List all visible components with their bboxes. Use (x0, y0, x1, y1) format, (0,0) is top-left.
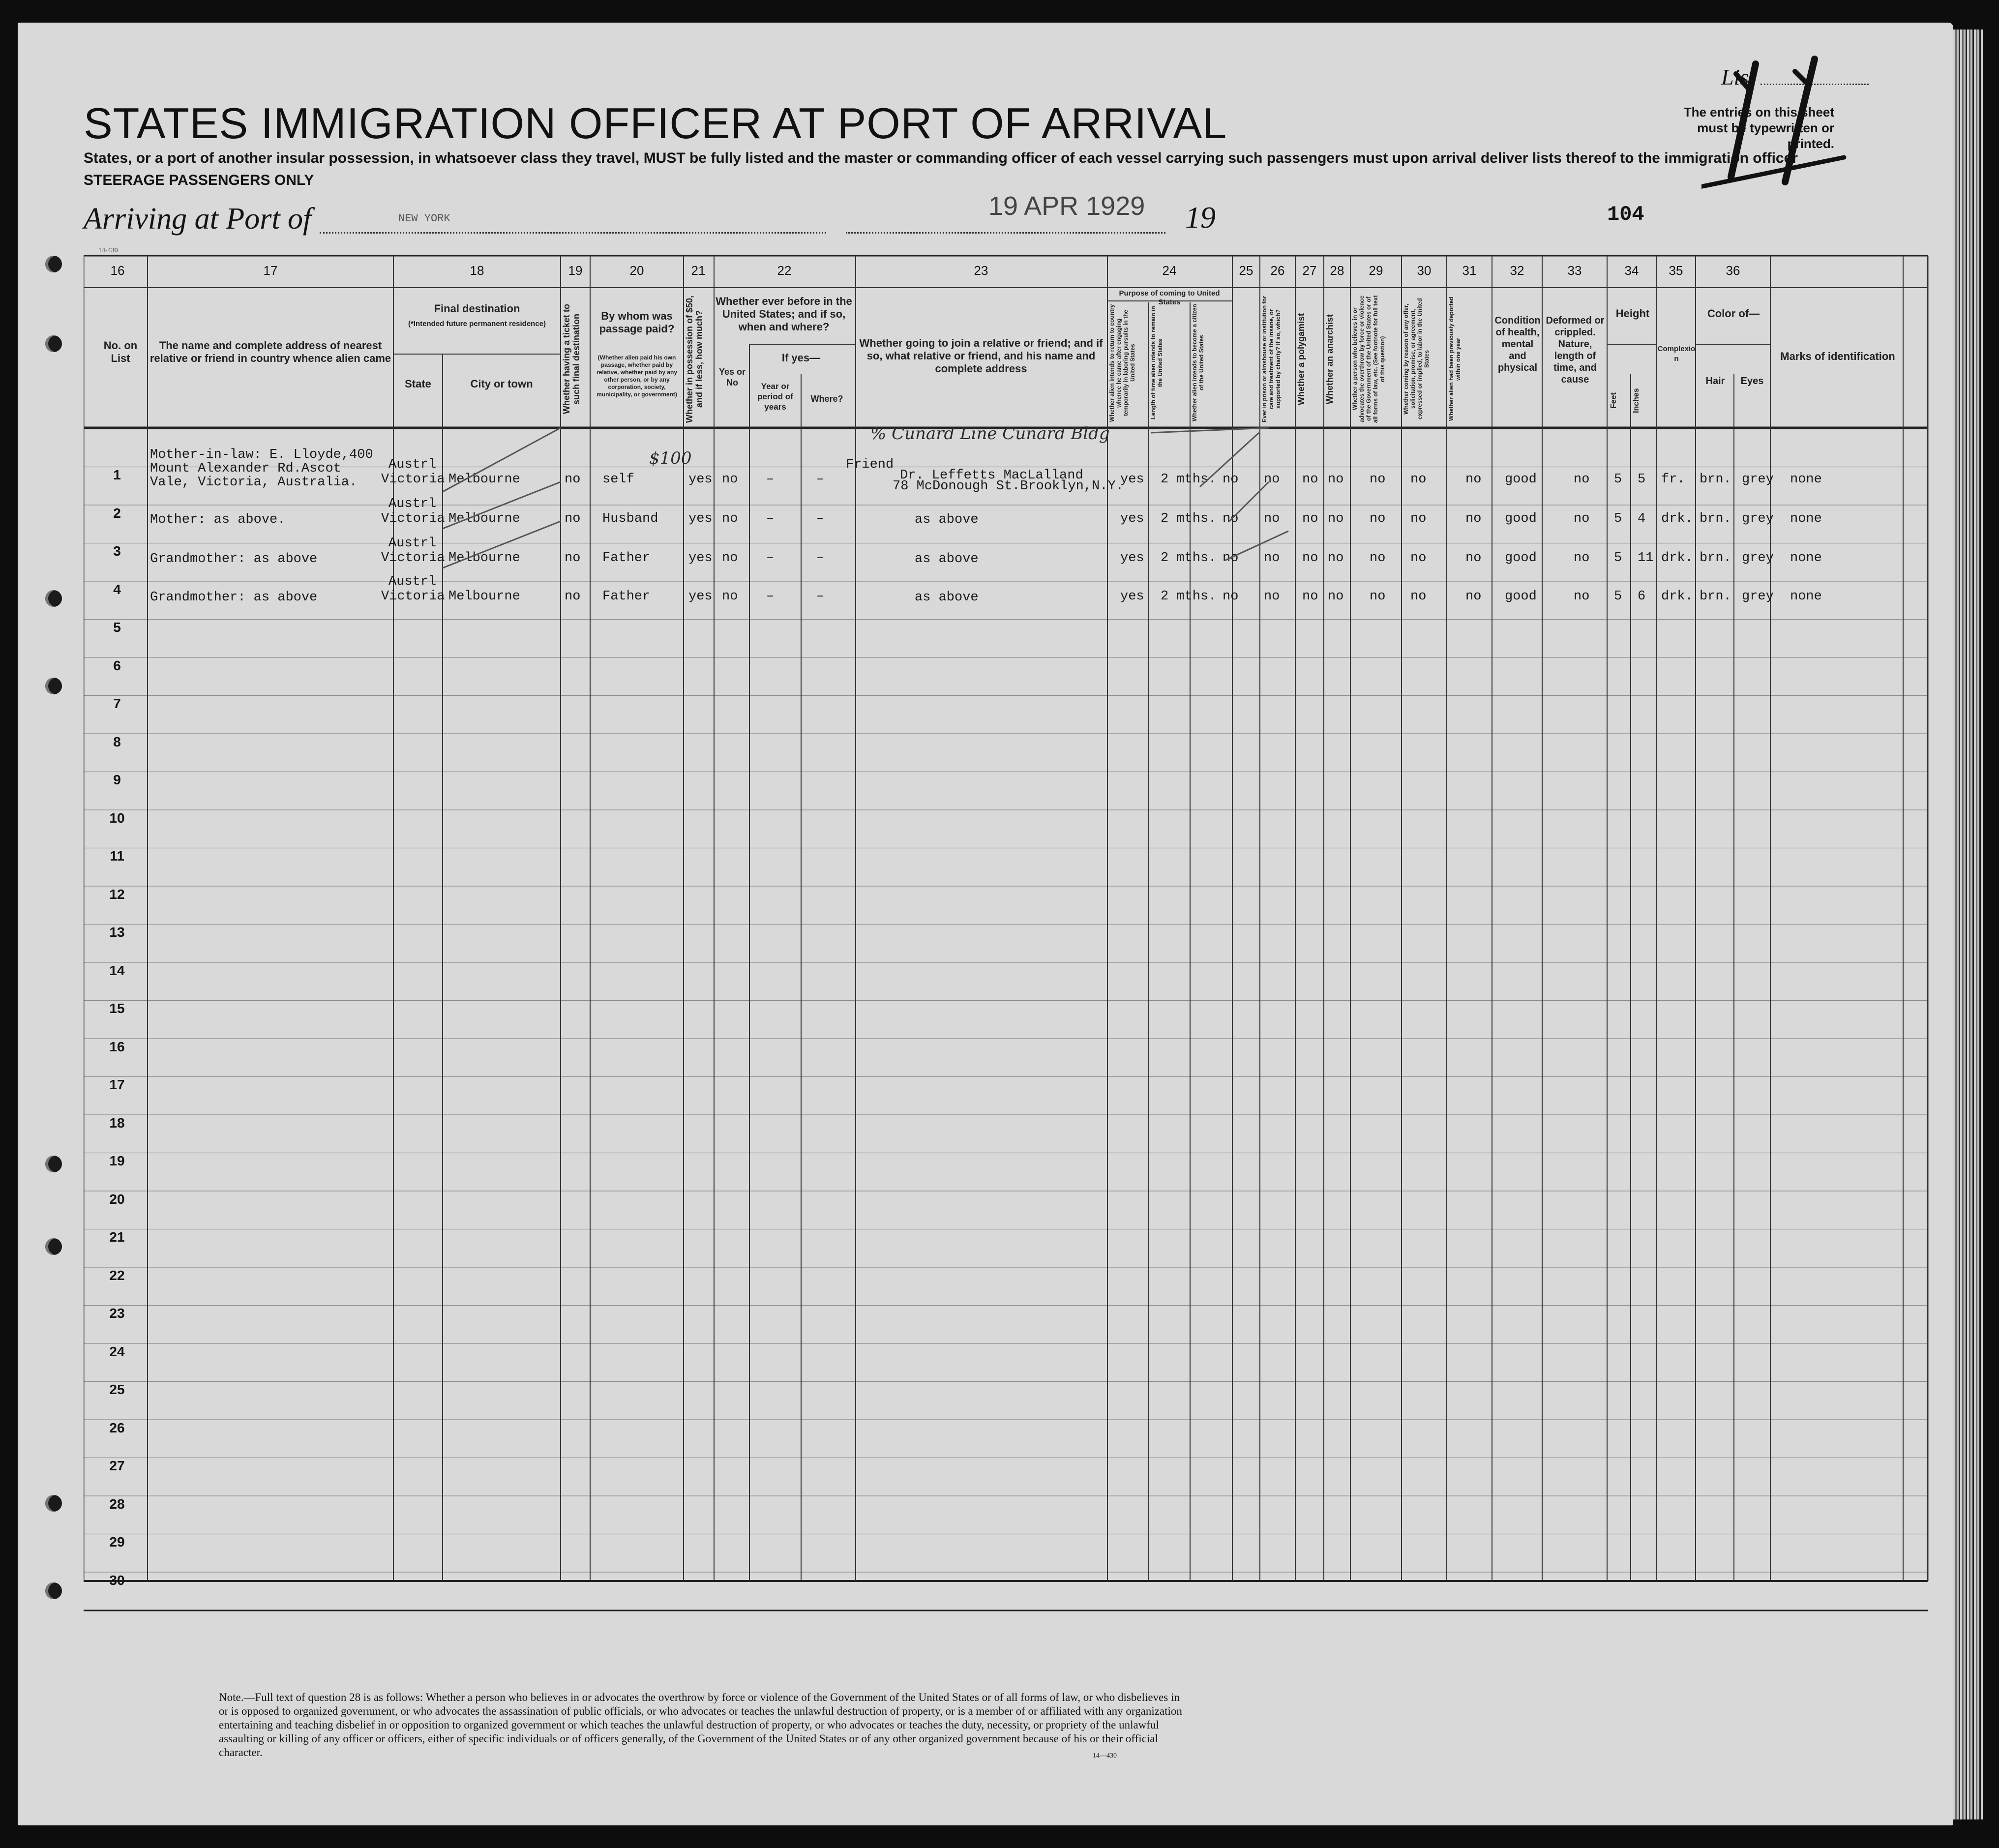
question-29-value: no (1410, 472, 1427, 487)
header-paid-by: By whom was passage paid? (599, 310, 675, 335)
row-number: 9 (113, 772, 121, 787)
year-value: – (766, 472, 775, 487)
city-value: Melbourne (448, 551, 520, 566)
polygamist-value: no (1302, 551, 1318, 566)
polygamist-value: no (1302, 472, 1318, 487)
header-height: Height (1615, 307, 1650, 320)
column-number: 33 (1567, 263, 1582, 278)
marks-value: none (1790, 472, 1822, 487)
citizen-value: no (1223, 589, 1239, 604)
hair-value: brn. (1700, 472, 1731, 487)
deformed-value: no (1574, 551, 1590, 566)
length-value: 2 mths. (1161, 472, 1217, 487)
steerage-label: STEERAGE PASSENGERS ONLY (84, 172, 314, 188)
feet-value: 5 (1614, 472, 1622, 487)
row-number: 29 (109, 1534, 125, 1550)
row-number: 5 (113, 620, 121, 635)
paid-by-value: Father (602, 551, 651, 566)
join-value: as above (915, 552, 979, 566)
column-number: 16 (110, 263, 125, 278)
arriving-label: Arriving at Port of (84, 202, 312, 236)
health-value: good (1505, 589, 1537, 604)
state-value: Victoria (381, 472, 445, 487)
question-29-value: no (1410, 511, 1427, 526)
binding-hole (45, 1156, 62, 1172)
column-number: 25 (1239, 263, 1253, 278)
relative-address: Mount Alexander Rd.Ascot (150, 461, 341, 476)
question-28-value: no (1370, 511, 1386, 526)
header-prison: Ever in prison or almshouse or institution for care and treatment of the insane, or supported by charity? If so, which? (1261, 296, 1282, 422)
fifty-value: yes (688, 472, 713, 487)
binding-hole (45, 1582, 62, 1599)
form-title: STATES IMMIGRATION OFFICER AT PORT OF ARRIVAL (84, 99, 1227, 148)
header-where: Where? (810, 394, 843, 404)
question-30-value: no (1465, 472, 1482, 487)
question-29-value: no (1410, 589, 1427, 604)
join-value: Friend (846, 457, 894, 472)
row-number: 26 (109, 1420, 125, 1435)
row-number: 20 (109, 1191, 125, 1207)
row-number: 11 (110, 848, 124, 864)
column-number: 27 (1302, 263, 1317, 278)
header-year-period: Year or period of years (757, 382, 793, 412)
state-value: Austrl (388, 457, 437, 472)
return-value: yes (1120, 472, 1144, 487)
state-value: Austrl (388, 574, 437, 589)
before-value: no (722, 551, 738, 566)
header-city: City or town (470, 378, 533, 390)
inches-value: 5 (1638, 472, 1646, 487)
header-complexion: Complexion (1657, 345, 1696, 363)
inches-value: 11 (1638, 551, 1654, 566)
eyes-value: grey (1742, 589, 1774, 604)
header-question-29: Whether coming by reason of any offer, solicitation, promise, or agreement, expressed or implied, to labor in the United States (1402, 298, 1430, 420)
year-value: – (766, 589, 775, 604)
list-label: List (1721, 64, 1756, 89)
ticket-value: no (565, 472, 581, 487)
return-value: yes (1120, 589, 1144, 604)
handwritten-fifty-note: $100 (649, 448, 692, 468)
length-value: 2 mths. (1161, 589, 1217, 604)
eyes-value: grey (1742, 472, 1774, 487)
form-code: 14-430 (98, 247, 118, 254)
feet-value: 5 (1614, 551, 1622, 566)
header-health: Condition of health, mental and physical (1494, 315, 1541, 373)
question-28-value: no (1370, 589, 1386, 604)
header-purpose-length: Length of time alien intends to remain in the United States (1150, 306, 1164, 420)
complexion-value: drk. (1661, 551, 1693, 566)
column-number: 35 (1669, 263, 1683, 278)
return-value: yes (1120, 551, 1144, 566)
city-value: Melbourne (448, 589, 520, 604)
binding-hole (45, 335, 62, 352)
where-value: – (816, 511, 825, 526)
row-number: 21 (109, 1229, 125, 1245)
row-number: 28 (109, 1496, 125, 1512)
header-join: Whether going to join a relative or friend; and if so, what relative or friend, and his name and complete address (859, 337, 1103, 375)
eyes-value: grey (1742, 551, 1774, 566)
anarchist-value: no (1328, 511, 1344, 526)
header-eyes: Eyes (1740, 376, 1764, 387)
question-28-value: no (1370, 472, 1386, 487)
row-number: 1 (113, 467, 121, 482)
anarchist-value: no (1328, 589, 1344, 604)
question-28-value: no (1370, 551, 1386, 566)
eyes-value: grey (1742, 511, 1774, 526)
binding-hole (45, 1238, 62, 1255)
year-value: – (766, 551, 775, 566)
question-29-value: no (1410, 551, 1427, 566)
length-value: 2 mths. (1161, 551, 1217, 566)
hair-value: brn. (1700, 511, 1731, 526)
header-hair: Hair (1705, 376, 1725, 387)
ticket-value: no (565, 511, 581, 526)
form-intro: States, or a port of another insular possession, in whatsoever class they travel, MUST be fully listed and the master or commanding officer of each vessel carrying such passengers must upon arrival deliver lists thereof to the immigration officer (84, 150, 1798, 166)
header-color-of: Color of— (1707, 307, 1760, 320)
row-number: 6 (113, 657, 121, 673)
binding-hole (45, 1495, 62, 1512)
column-number: 34 (1624, 263, 1639, 278)
hair-value: brn. (1700, 551, 1731, 566)
marks-value: none (1790, 551, 1822, 566)
header-yes-no: Yes or No (718, 367, 746, 387)
state-value: Austrl (388, 536, 437, 551)
column-number: 19 (568, 263, 583, 278)
row-number: 16 (109, 1039, 125, 1054)
column-number: 31 (1462, 263, 1477, 278)
column-number: 26 (1270, 263, 1285, 278)
column-number: 23 (974, 263, 988, 278)
polygamist-value: no (1302, 511, 1318, 526)
row-number: 14 (109, 962, 125, 978)
row-number: 3 (113, 543, 121, 559)
ticket-value: no (565, 589, 581, 604)
before-value: no (722, 472, 738, 487)
relative-address: Mother-in-law: E. Lloyde,400 (150, 447, 373, 462)
header-deformed: Deformed or crippled. Nature, length of time, and cause (1546, 315, 1605, 385)
binding-hole (45, 256, 62, 272)
column-number: 28 (1330, 263, 1344, 278)
deformed-value: no (1574, 511, 1590, 526)
header-state: State (405, 378, 431, 390)
health-value: good (1505, 472, 1537, 487)
paid-by-value: Father (602, 589, 651, 604)
prison-value: no (1264, 511, 1280, 526)
row-number: 30 (109, 1572, 125, 1588)
fifty-value: yes (688, 589, 713, 604)
header-ever-before: Whether ever before in the United States; and if so, when and where? (716, 295, 852, 333)
polygamist-value: no (1302, 589, 1318, 604)
binding-hole (45, 678, 62, 694)
question-30-value: no (1465, 551, 1482, 566)
where-value: – (816, 551, 825, 566)
header-paid-by-note: (Whether alien paid his own passage, whether paid by relative, whether paid by any other person, or by any corporation, society, municipality, or government) (596, 354, 678, 398)
relative-address: Grandmother: as above (150, 590, 318, 605)
column-number: 29 (1369, 263, 1383, 278)
deformed-value: no (1574, 472, 1590, 487)
join-value: as above (915, 512, 979, 527)
complexion-value: drk. (1661, 511, 1693, 526)
join-value: 78 McDonough St.Brooklyn,N.Y. (893, 479, 1124, 494)
join-value: Dr. Leffetts MacLalland (900, 468, 1083, 483)
row-number: 22 (109, 1267, 125, 1283)
state-value: Victoria (381, 511, 445, 526)
return-value: yes (1120, 511, 1144, 526)
year-value: – (766, 511, 775, 526)
row-number: 2 (113, 505, 121, 521)
row-number: 18 (109, 1115, 125, 1131)
length-value: 2 mths. (1161, 511, 1217, 526)
marks-value: none (1790, 511, 1822, 526)
state-value: Victoria (381, 551, 445, 566)
hair-value: brn. (1700, 589, 1731, 604)
paid-by-value: Husband (602, 511, 658, 526)
year-prefix: 19 (1185, 201, 1216, 235)
citizen-value: no (1223, 511, 1239, 526)
prison-value: no (1264, 551, 1280, 566)
health-value: good (1505, 511, 1537, 526)
header-inches: Inches (1632, 388, 1641, 414)
header-purpose: Purpose of coming to United States (1119, 289, 1220, 306)
where-value: – (816, 589, 825, 604)
header-no-on-list: No. on List (103, 339, 138, 364)
row-number: 23 (109, 1306, 125, 1321)
binding-hole (45, 590, 62, 607)
date-stamp: 19 APR 1929 (988, 191, 1145, 221)
feet-value: 5 (1614, 589, 1622, 604)
header-purpose-citizen: Whether alien intends to become a citizen of the United States (1191, 304, 1205, 422)
column-number: 32 (1510, 263, 1524, 278)
footnote: Note.—Full text of question 28 is as follows: Whether a person who believes in or advocates the overthrow by force or violence of the Government of the United States or of all forms of law, or who disbelieves in or is opposed to organized government, or who advocates the assassination of public officials, or who advocates or teaches the unlawful destruction of property, or is a member of or affiliated with any organization entertaining and teaching disbelief in or opposition to organized government or which teaches the unlawful destruction of property, or who advocates or teaches the duty, necessity, or propriety of the unlawful assaulting or killing of any officer or officers, either of specific individuals or of officers generally, of the Government of the United States or of any other organized government because of his or their official character. (219, 1691, 1182, 1759)
row-number: 7 (113, 696, 121, 711)
state-value: Austrl (388, 497, 437, 511)
header-relative: The name and complete address of nearest relative or friend in country whence alien came (149, 339, 391, 364)
feet-value: 5 (1614, 511, 1622, 526)
relative-address: Vale, Victoria, Australia. (150, 475, 358, 490)
header-question-30: Whether alien had been previously deported within one year (1448, 297, 1462, 421)
state-value: Victoria (381, 589, 445, 604)
prison-value: no (1264, 589, 1280, 604)
header-purpose-return: Whether alien intends to return to country whence he came after engaging temporarily in laboring pursuits in the United States (1108, 304, 1136, 422)
deformed-value: no (1574, 589, 1590, 604)
port-name: NEW YORK (398, 212, 450, 225)
row-number: 12 (109, 886, 125, 902)
health-value: good (1505, 551, 1537, 566)
handwritten-join-note: % Cunard Line Cunard Bldg (870, 424, 1110, 444)
column-number: 22 (777, 263, 792, 278)
fifty-value: yes (688, 551, 713, 566)
question-30-value: no (1465, 589, 1482, 604)
marks-value: none (1790, 589, 1822, 604)
header-fifty-dollars: Whether in possession of $50, and if less, how much? (685, 295, 704, 423)
row-number: 27 (109, 1458, 125, 1473)
citizen-value: no (1223, 551, 1239, 566)
column-number: 24 (1162, 263, 1177, 278)
row-number: 19 (109, 1153, 125, 1168)
header-question-28: Whether a person who believes in or advocates the overthrow by force or violence of the Government of the United States or of all forms of law, etc. (See footnote for full text of this question) (1351, 295, 1386, 423)
row-number: 24 (109, 1343, 125, 1359)
row-number: 15 (109, 1001, 125, 1016)
complexion-value: drk. (1661, 589, 1693, 604)
paid-by-value: self (602, 472, 634, 487)
row-number: 8 (113, 734, 121, 749)
list-instruction: The entries on this sheet must be typewritten or printed. (1683, 105, 1834, 151)
fifty-value: yes (688, 511, 713, 526)
column-number: 20 (629, 263, 644, 278)
header-ticket: Whether having a ticket to such final destination (562, 303, 581, 415)
header-final-destination: Final destination (434, 302, 520, 315)
footnote-code: 14—430 (1093, 1752, 1117, 1759)
relative-address: Mother: as above. (150, 512, 286, 527)
relative-address: Grandmother: as above (150, 552, 318, 566)
prison-value: no (1264, 472, 1280, 487)
row-number: 10 (109, 810, 125, 826)
column-number: 30 (1417, 263, 1432, 278)
header-if-yes: If yes— (781, 352, 821, 364)
join-value: as above (915, 590, 979, 605)
row-number: 13 (109, 924, 125, 940)
ticket-value: no (565, 551, 581, 566)
column-number: 36 (1726, 263, 1740, 278)
citizen-value: no (1223, 472, 1239, 487)
where-value: – (816, 472, 825, 487)
inches-value: 6 (1638, 589, 1646, 604)
header-final-destination-note: (*Intended future permanent residence) (408, 320, 546, 328)
before-value: no (722, 589, 738, 604)
row-number: 25 (109, 1382, 125, 1397)
city-value: Melbourne (448, 472, 520, 487)
header-feet: Feet (1610, 392, 1618, 409)
anarchist-value: no (1328, 551, 1344, 566)
column-number: 17 (263, 263, 278, 278)
column-number: 18 (470, 263, 484, 278)
column-number: 21 (691, 263, 706, 278)
header-polygamist: Whether a polygamist (1296, 313, 1306, 405)
before-value: no (722, 511, 738, 526)
header-marks: Marks of identification (1780, 350, 1895, 362)
header-anarchist: Whether an anarchist (1325, 314, 1335, 404)
complexion-value: fr. (1661, 472, 1685, 487)
city-value: Melbourne (448, 511, 520, 526)
row-number: 4 (113, 581, 121, 597)
question-30-value: no (1465, 511, 1482, 526)
page-number: 104 (1607, 203, 1644, 226)
anarchist-value: no (1328, 472, 1344, 487)
row-number: 17 (109, 1077, 125, 1092)
inches-value: 4 (1638, 511, 1646, 526)
